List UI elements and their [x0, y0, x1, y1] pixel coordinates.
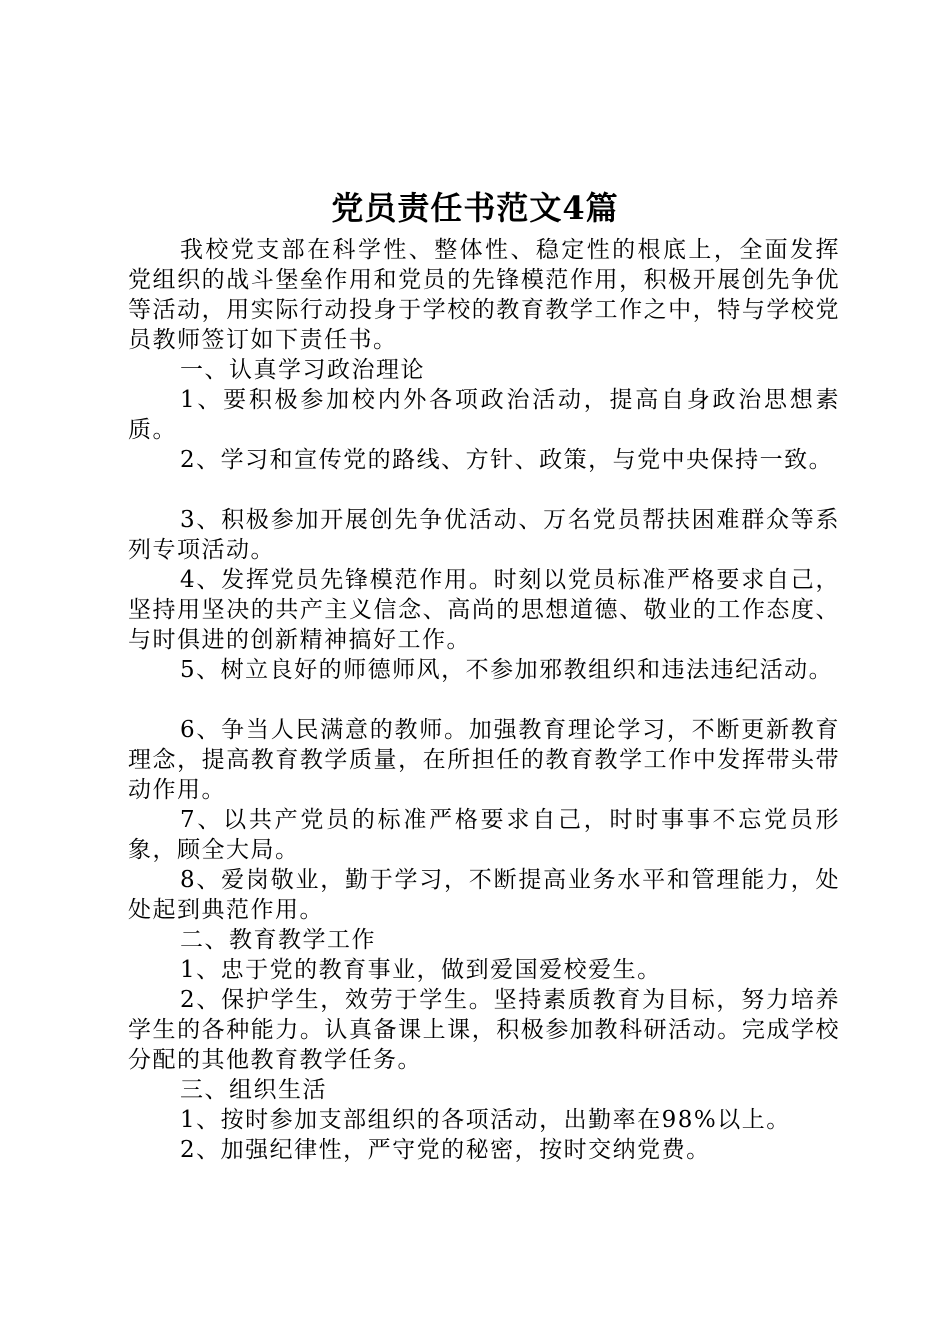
list-item: 8、爱岗敬业，勤于学习，不断提高业务水平和管理能力，处处起到典范作用。 — [128, 867, 840, 923]
list-item: 7、以共产党员的标准严格要求自己，时时事事不忘党员形象，顾全大局。 — [128, 807, 840, 863]
list-item: 3、积极参加开展创先争优活动、万名党员帮扶困难群众等系列专项活动。 — [128, 507, 840, 563]
intro-paragraph: 我校党支部在科学性、整体性、稳定性的根底上，全面发挥党组织的战斗堡垒作用和党员的先锋模范作用，积极开展创先争优等活动，用实际行动投身于学校的教育教学工作之中，特与学校党员教师签订如下责任书。 — [128, 237, 840, 353]
section-heading-2: 二、教育教学工作 — [180, 927, 376, 953]
section-heading-3: 三、组织生活 — [180, 1077, 327, 1103]
list-item: 5、树立良好的师德师风，不参加邪教组织和违法违纪活动。 — [180, 657, 834, 683]
list-item: 1、忠于党的教育事业，做到爱国爱校爱生。 — [180, 957, 662, 983]
list-item: 2、学习和宣传党的路线、方针、政策，与党中央保持一致。 — [180, 447, 834, 473]
section-heading-1: 一、认真学习政治理论 — [180, 357, 425, 383]
list-item: 1、要积极参加校内外各项政治活动，提高自身政治思想素质。 — [128, 387, 840, 443]
list-item: 2、加强纪律性，严守党的秘密，按时交纳党费。 — [180, 1137, 711, 1163]
list-item: 2、保护学生，效劳于学生。坚持素质教育为目标，努力培养学生的各种能力。认真备课上课，积极参加教科研活动。完成学校分配的其他教育教学任务。 — [128, 987, 840, 1073]
list-item: 4、发挥党员先锋模范作用。时刻以党员标准严格要求自己，坚持用坚决的共产主义信念、高尚的思想道德、敬业的工作态度、与时俱进的创新精神搞好工作。 — [128, 567, 840, 653]
document-body — [128, 235, 840, 1165]
list-item: 6、争当人民满意的教师。加强教育理论学习，不断更新教育理念，提高教育教学质量，在所担任的教育教学工作中发挥带头带动作用。 — [128, 717, 840, 803]
document-title: 党员责任书范文4篇 — [331, 189, 619, 227]
list-item: 1、按时参加支部组织的各项活动，出勤率在98%以上。 — [180, 1107, 791, 1133]
